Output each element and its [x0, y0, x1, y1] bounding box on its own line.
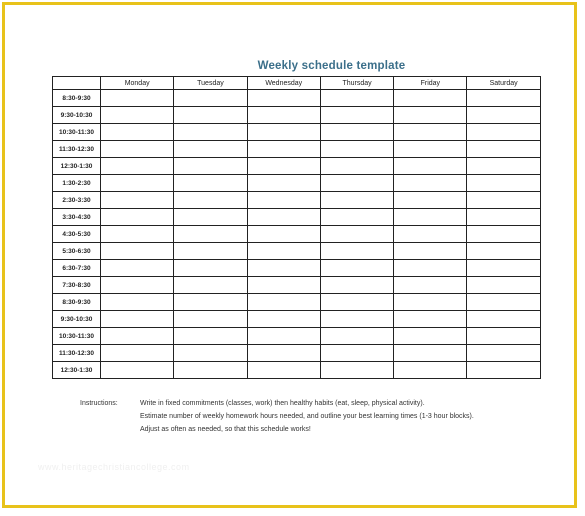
schedule-cell[interactable]: [394, 277, 467, 294]
schedule-cell[interactable]: [101, 362, 174, 379]
table-row: [53, 345, 541, 362]
schedule-cell[interactable]: [467, 124, 540, 141]
table-row: [53, 277, 541, 294]
schedule-cell[interactable]: [467, 90, 540, 107]
schedule-cell[interactable]: [247, 226, 320, 243]
schedule-cell[interactable]: [394, 294, 467, 311]
schedule-cell[interactable]: [247, 90, 320, 107]
schedule-cell[interactable]: [247, 175, 320, 192]
schedule-cell[interactable]: [247, 328, 320, 345]
schedule-cell[interactable]: [320, 158, 393, 175]
header-row: [53, 77, 541, 90]
schedule-cell[interactable]: [320, 260, 393, 277]
schedule-cell[interactable]: [320, 141, 393, 158]
schedule-cell[interactable]: [394, 362, 467, 379]
watermark: www.heritagechristiancollege.com: [38, 462, 190, 472]
schedule-cell[interactable]: [467, 311, 540, 328]
schedule-cell[interactable]: [101, 311, 174, 328]
time-slot-label: 4:30-5:30: [53, 226, 101, 243]
schedule-cell[interactable]: [467, 362, 540, 379]
time-slot-label: 3:30-4:30: [53, 209, 101, 226]
day-header: Wednesday: [247, 77, 320, 90]
schedule-cell[interactable]: [467, 277, 540, 294]
table-row: [53, 243, 541, 260]
schedule-cell[interactable]: [394, 260, 467, 277]
schedule-cell[interactable]: [394, 192, 467, 209]
schedule-cell[interactable]: [101, 175, 174, 192]
time-slot-label: 8:30-9:30: [53, 294, 101, 311]
table-row: [53, 124, 541, 141]
corner-cell: [53, 77, 101, 90]
schedule-cell[interactable]: [101, 124, 174, 141]
day-header: Monday: [101, 77, 174, 90]
schedule-cell[interactable]: [467, 345, 540, 362]
schedule-cell[interactable]: [320, 345, 393, 362]
schedule-cell[interactable]: [174, 90, 247, 107]
schedule-table: [52, 76, 541, 379]
schedule-cell[interactable]: [101, 90, 174, 107]
schedule-cell[interactable]: [467, 260, 540, 277]
time-slot-label: 5:30-6:30: [53, 243, 101, 260]
day-header: Thursday: [320, 77, 393, 90]
instruction-line: Estimate number of weekly homework hours needed, and outline your best learning times (1-3 hour blocks).: [140, 413, 474, 420]
schedule-cell[interactable]: [467, 209, 540, 226]
day-header: Friday: [394, 77, 467, 90]
schedule-cell[interactable]: [247, 260, 320, 277]
schedule-cell[interactable]: [174, 311, 247, 328]
schedule-cell[interactable]: [247, 192, 320, 209]
schedule-cell[interactable]: [394, 175, 467, 192]
schedule-cell[interactable]: [320, 209, 393, 226]
time-slot-label: 10:30-11:30: [53, 328, 101, 345]
table-row: [53, 260, 541, 277]
time-slot-label: 1:30-2:30: [53, 175, 101, 192]
schedule-cell[interactable]: [394, 90, 467, 107]
schedule-cell[interactable]: [174, 141, 247, 158]
schedule-cell[interactable]: [174, 243, 247, 260]
schedule-cell[interactable]: [174, 158, 247, 175]
schedule-cell[interactable]: [320, 294, 393, 311]
table-row: [53, 294, 541, 311]
table-row: [53, 141, 541, 158]
schedule-cell[interactable]: [320, 124, 393, 141]
time-slot-label: 8:30-9:30: [53, 90, 101, 107]
table-row: [53, 158, 541, 175]
schedule-cell[interactable]: [247, 243, 320, 260]
schedule-cell[interactable]: [247, 345, 320, 362]
schedule-cell[interactable]: [174, 328, 247, 345]
schedule-cell[interactable]: [174, 260, 247, 277]
schedule-cell[interactable]: [394, 124, 467, 141]
schedule-cell[interactable]: [174, 124, 247, 141]
schedule-cell[interactable]: [247, 124, 320, 141]
schedule-cell[interactable]: [101, 192, 174, 209]
time-slot-label: 11:30-12:30: [53, 345, 101, 362]
schedule-cell[interactable]: [394, 311, 467, 328]
schedule-cell[interactable]: [247, 209, 320, 226]
time-slot-label: 12:30-1:30: [53, 362, 101, 379]
schedule-cell[interactable]: [320, 311, 393, 328]
instructions-label: Instructions:: [80, 400, 118, 407]
schedule-cell[interactable]: [467, 192, 540, 209]
schedule-cell[interactable]: [101, 107, 174, 124]
schedule-cell[interactable]: [394, 243, 467, 260]
schedule-cell[interactable]: [101, 158, 174, 175]
time-slot-label: 6:30-7:30: [53, 260, 101, 277]
schedule-cell[interactable]: [467, 294, 540, 311]
schedule-cell[interactable]: [101, 260, 174, 277]
day-header: Saturday: [467, 77, 540, 90]
schedule-cell[interactable]: [247, 311, 320, 328]
schedule-cell[interactable]: [394, 209, 467, 226]
schedule-cell[interactable]: [394, 107, 467, 124]
table-row: [53, 107, 541, 124]
table-row: [53, 362, 541, 379]
schedule-cell[interactable]: [320, 175, 393, 192]
schedule-cell[interactable]: [394, 141, 467, 158]
schedule-cell[interactable]: [320, 226, 393, 243]
schedule-cell[interactable]: [394, 345, 467, 362]
table-row: [53, 175, 541, 192]
schedule-cell[interactable]: [101, 226, 174, 243]
schedule-cell[interactable]: [320, 192, 393, 209]
time-slot-label: 12:30-1:30: [53, 158, 101, 175]
schedule-cell[interactable]: [101, 328, 174, 345]
schedule-cell[interactable]: [320, 107, 393, 124]
schedule-cell[interactable]: [247, 294, 320, 311]
schedule-cell[interactable]: [247, 362, 320, 379]
table-row: [53, 328, 541, 345]
time-slot-label: 2:30-3:30: [53, 192, 101, 209]
schedule-cell[interactable]: [320, 90, 393, 107]
schedule-cell[interactable]: [174, 192, 247, 209]
schedule-cell[interactable]: [467, 226, 540, 243]
schedule-cell[interactable]: [467, 107, 540, 124]
table-row: [53, 192, 541, 209]
schedule-cell[interactable]: [174, 209, 247, 226]
schedule-cell[interactable]: [394, 328, 467, 345]
schedule-cell[interactable]: [467, 141, 540, 158]
schedule-cell[interactable]: [247, 277, 320, 294]
table-row: [53, 209, 541, 226]
table-row: [53, 226, 541, 243]
schedule-cell[interactable]: [320, 277, 393, 294]
schedule-cell[interactable]: [320, 243, 393, 260]
schedule-cell[interactable]: [247, 141, 320, 158]
time-slot-label: 10:30-11:30: [53, 124, 101, 141]
instruction-line: Write in fixed commitments (classes, work) then healthy habits (eat, sleep, physical activity).: [140, 400, 425, 407]
time-slot-label: 11:30-12:30: [53, 141, 101, 158]
schedule-cell[interactable]: [467, 175, 540, 192]
schedule-cell[interactable]: [247, 107, 320, 124]
schedule-cell[interactable]: [174, 294, 247, 311]
schedule-cell[interactable]: [101, 345, 174, 362]
schedule-cell[interactable]: [101, 243, 174, 260]
schedule-cell[interactable]: [320, 328, 393, 345]
schedule-cell[interactable]: [101, 294, 174, 311]
schedule-cell[interactable]: [467, 158, 540, 175]
schedule-cell[interactable]: [174, 345, 247, 362]
schedule-cell[interactable]: [320, 362, 393, 379]
schedule-cell[interactable]: [101, 277, 174, 294]
schedule-cell[interactable]: [174, 277, 247, 294]
schedule-cell[interactable]: [247, 158, 320, 175]
time-slot-label: 7:30-8:30: [53, 277, 101, 294]
page-title: Weekly schedule template: [257, 60, 406, 72]
instruction-line: Adjust as often as needed, so that this schedule works!: [140, 426, 311, 433]
schedule-cell[interactable]: [394, 158, 467, 175]
schedule-cell[interactable]: [174, 226, 247, 243]
schedule-cell[interactable]: [467, 328, 540, 345]
schedule-cell[interactable]: [174, 175, 247, 192]
schedule-cell[interactable]: [394, 226, 467, 243]
schedule-cell[interactable]: [101, 141, 174, 158]
table-row: [53, 90, 541, 107]
time-slot-label: 9:30-10:30: [53, 107, 101, 124]
schedule-cell[interactable]: [174, 107, 247, 124]
time-slot-label: 9:30-10:30: [53, 311, 101, 328]
day-header: Tuesday: [174, 77, 247, 90]
schedule-cell[interactable]: [174, 362, 247, 379]
schedule-cell[interactable]: [467, 243, 540, 260]
schedule-cell[interactable]: [101, 209, 174, 226]
table-row: [53, 311, 541, 328]
